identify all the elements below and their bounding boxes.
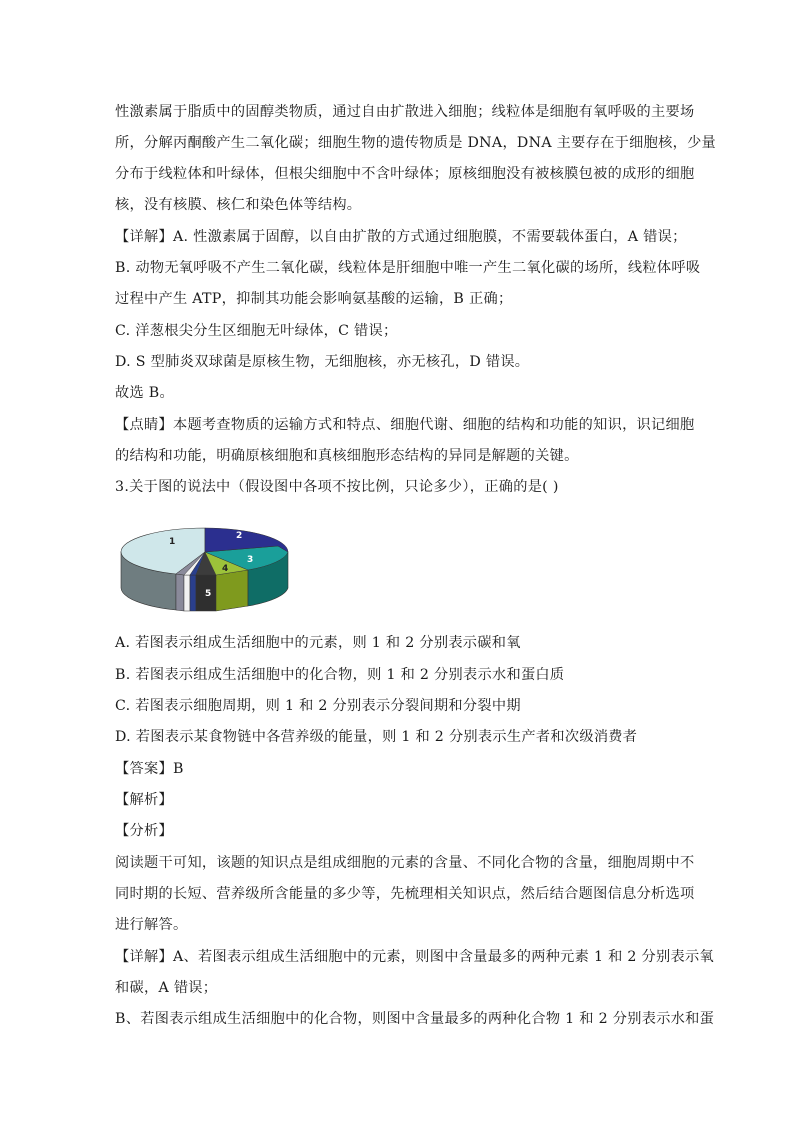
option-d: D. 若图表示某食物链中各营养级的能量，则 1 和 2 分别表示生产者和次级消费者 [115, 729, 638, 745]
text-line: 阅读题干可知，该题的知识点是组成细胞的元素的含量、不同化合物的含量，细胞周期中不 [115, 855, 695, 871]
pie-label-2: 2 [236, 531, 243, 541]
text-line: 同时期的长短、营养级所含能量的多少等，先梳理相关知识点，然后结合题图信息分析选项 [115, 886, 695, 902]
text-line: 分布于线粒体和叶绿体，但根尖细胞中不含叶绿体；原核细胞没有被核膜包被的成形的细胞 [115, 166, 695, 182]
text-line: D. S 型肺炎双球菌是原核生物，无细胞核，亦无核孔，D 错误。 [115, 354, 530, 370]
text-line: 的结构和功能，明确原核细胞和真核细胞形态结构的异同是解题的关键。 [115, 448, 579, 464]
text-line: 所，分解丙酮酸产生二氧化碳；细胞生物的遗传物质是 DNA，DNA 主要存在于细胞核，少量 [115, 135, 717, 151]
text-line: 和碳，A 错误； [115, 980, 218, 996]
question-stem: 3.关于图的说法中（假设图中各项不按比例，只论多少），正确的是( ) [115, 479, 559, 495]
analysis-heading: 【解析】 [115, 792, 173, 808]
option-c: C. 若图表示细胞周期，则 1 和 2 分别表示分裂间期和分裂中期 [115, 698, 521, 714]
pie-side-blue [190, 575, 196, 611]
text-line: B、若图表示组成生活细胞中的化合物，则图中含量最多的两种化合物 1 和 2 分别表示水和蛋 [115, 1011, 715, 1027]
text-line: 【点睛】本题考查物质的运输方式和特点、细胞代谢、细胞的结构和功能的知识，识记细胞 [115, 417, 695, 433]
text-line: B. 动物无氧呼吸不产生二氧化碳，线粒体是肝细胞中唯一产生二氧化碳的场所，线粒体呼吸 [115, 260, 701, 276]
text-line: 【详解】A. 性激素属于固醇，以自由扩散的方式通过细胞膜，不需要载体蛋白，A 错误； [115, 229, 687, 245]
text-line: 故选 B。 [115, 385, 174, 401]
pie-side-white [184, 575, 190, 611]
option-b: B. 若图表示组成生活细胞中的化合物，则 1 和 2 分别表示水和蛋白质 [115, 667, 565, 683]
pie-label-5: 5 [205, 589, 212, 599]
pie-label-4: 4 [222, 564, 229, 574]
text-line: 进行解答。 [115, 917, 188, 933]
text-line: 核，没有核膜、核仁和染色体等结构。 [115, 197, 362, 213]
pie-label-3: 3 [247, 555, 254, 565]
text-line: 性激素属于脂质中的固醇类物质，通过自由扩散进入细胞；线粒体是细胞有氧呼吸的主要场 [115, 104, 695, 120]
option-a: A. 若图表示组成生活细胞中的元素，则 1 和 2 分别表示碳和氧 [115, 635, 521, 651]
pie-chart-figure [118, 516, 293, 616]
analysis-subheading: 【分析】 [115, 823, 173, 839]
pie-side-4 [216, 570, 248, 611]
answer-label: 【答案】B [115, 761, 184, 777]
text-line: 【详解】A、若图表示组成生活细胞中的元素，则图中含量最多的两种元素 1 和 2 分别表示氧 [115, 949, 714, 965]
pie-label-1: 1 [169, 537, 176, 547]
text-line: 过程中产生 ATP，抑制其功能会影响氨基酸的运输，B 正确； [115, 291, 513, 307]
text-line: C. 洋葱根尖分生区细胞无叶绿体，C 错误； [115, 323, 398, 339]
pie-side-grey [176, 574, 184, 611]
